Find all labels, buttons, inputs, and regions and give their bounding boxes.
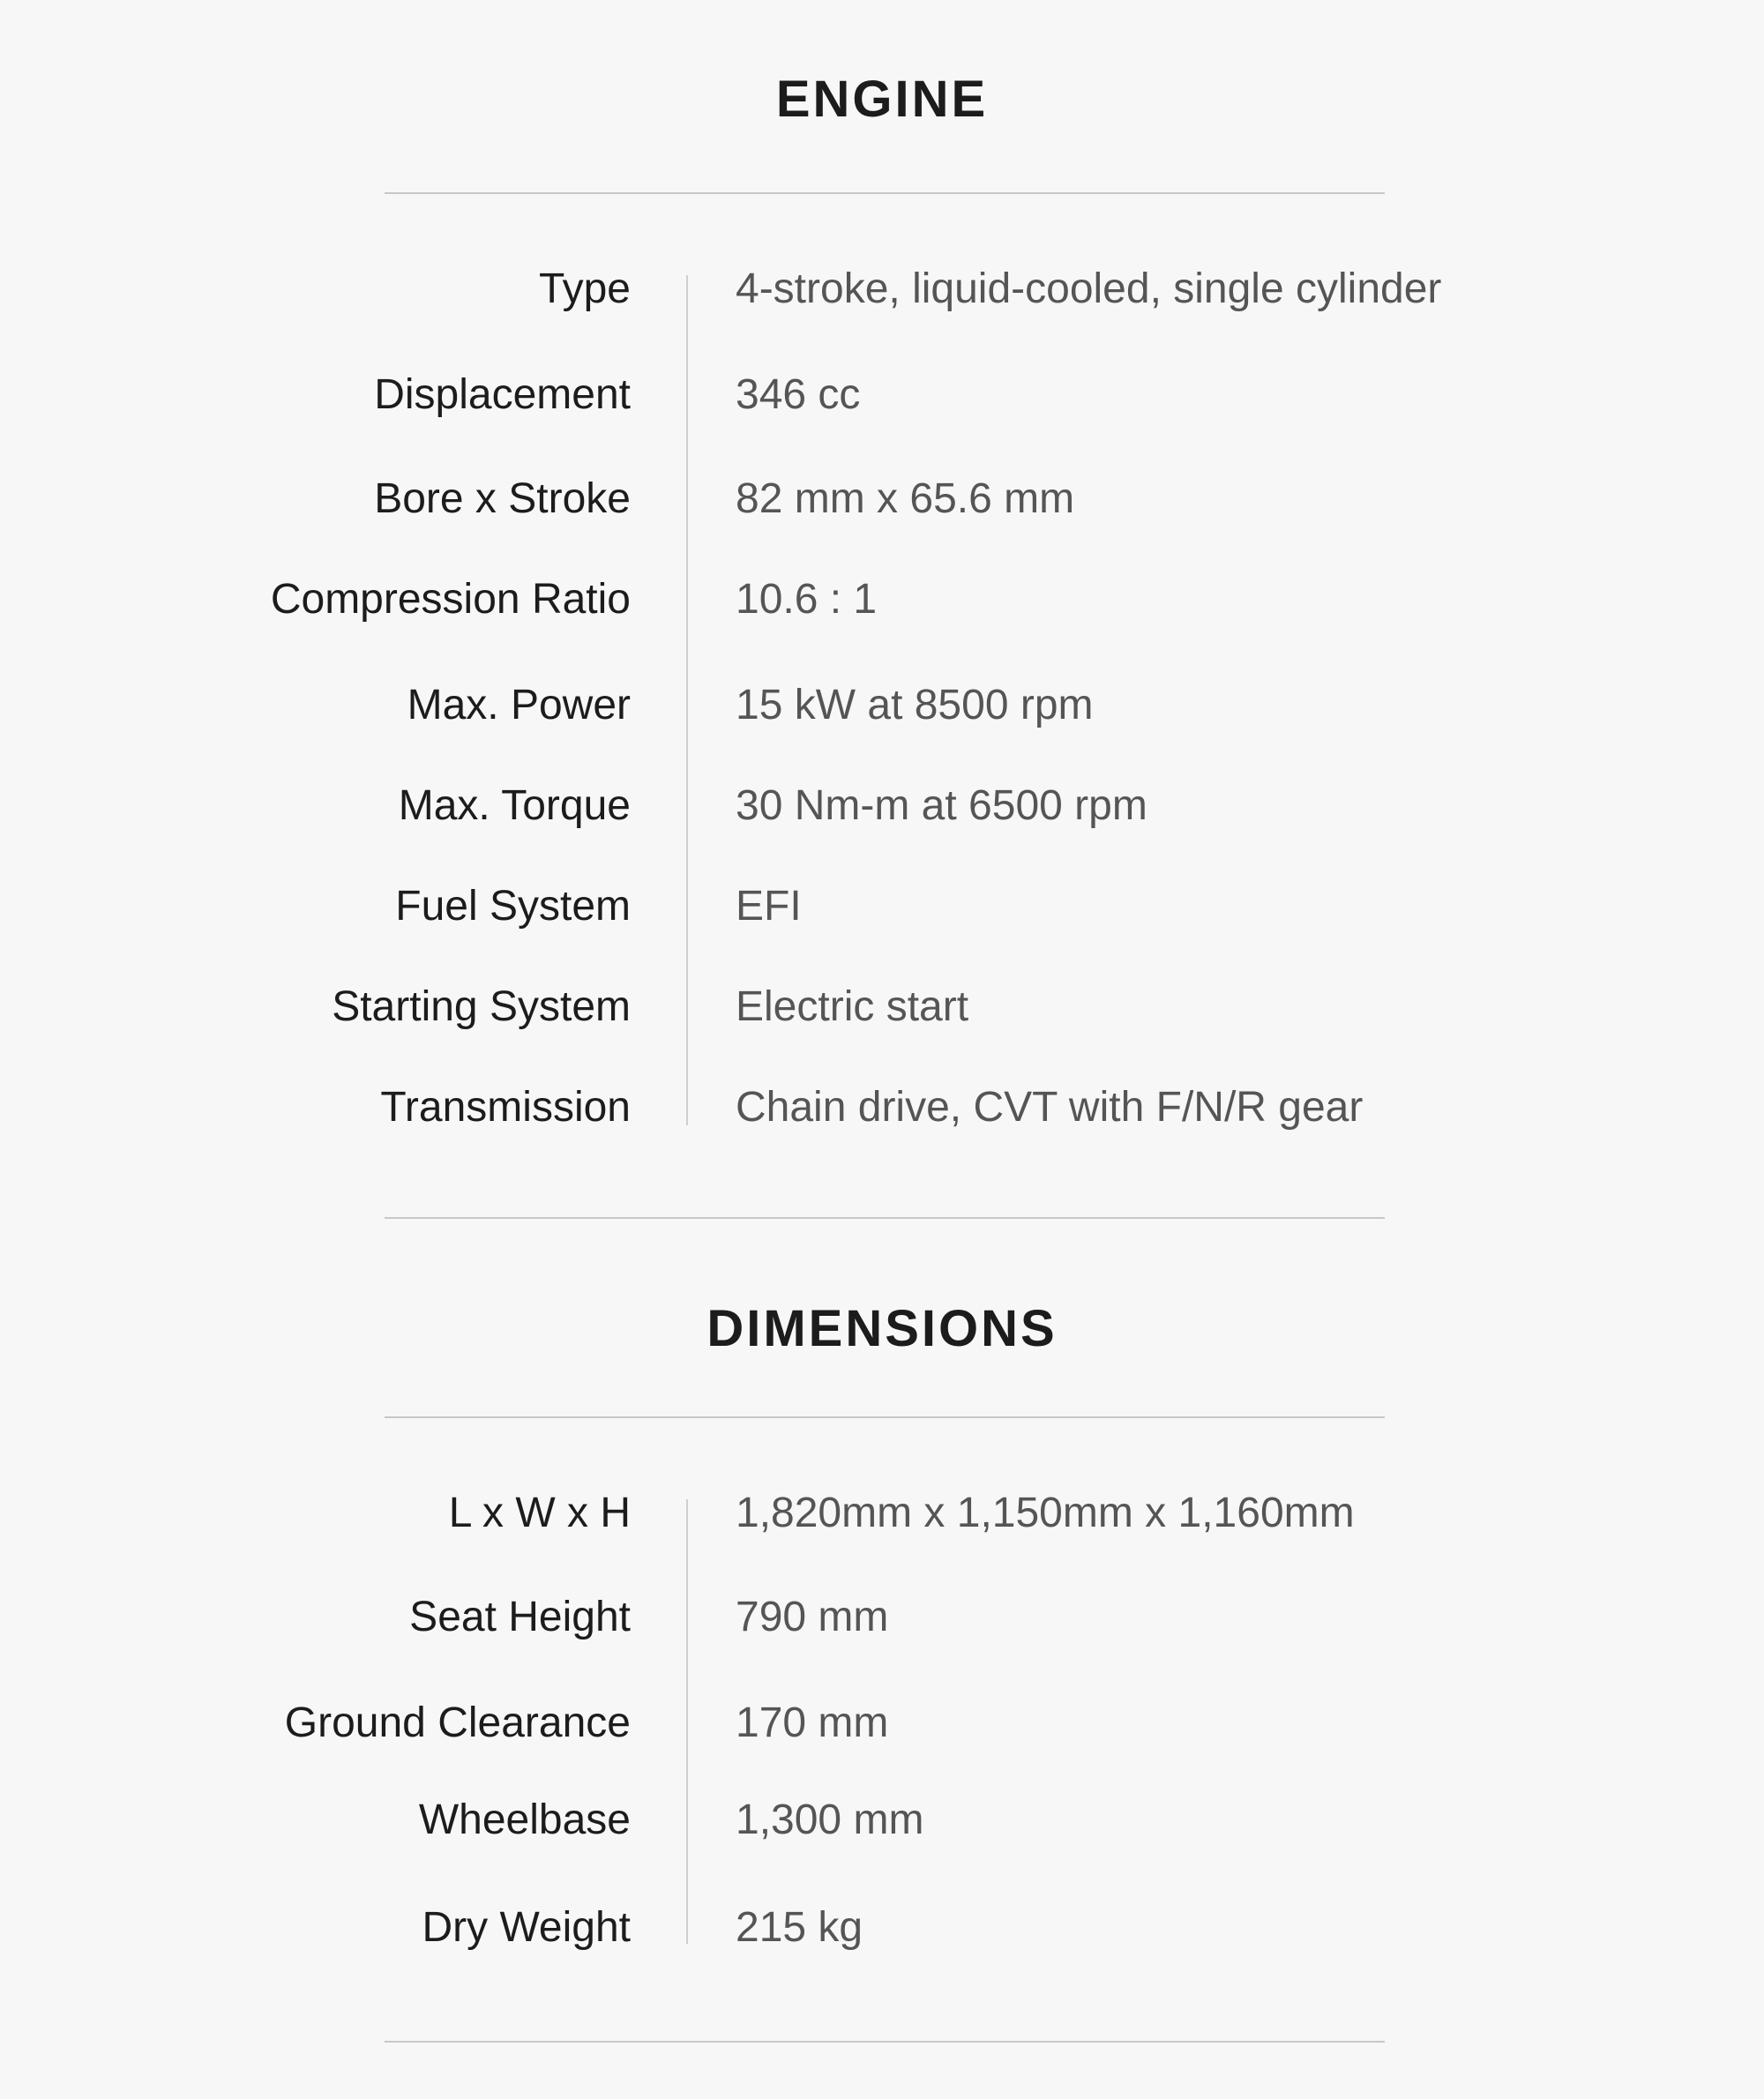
spec-value: 4-stroke, liquid-cooled, single cylinder — [736, 265, 1442, 312]
dimensions-bottom-rule — [385, 2041, 1385, 2043]
spec-row-max-torque — [0, 780, 1764, 833]
dimensions-top-rule — [385, 1416, 1385, 1418]
spec-label: Fuel System — [395, 883, 631, 930]
spec-row-displacement — [0, 369, 1764, 422]
spec-row-ground-clearance — [0, 1697, 1764, 1750]
spec-value: 215 kg — [736, 1904, 863, 1951]
spec-row-wheelbase — [0, 1794, 1764, 1847]
spec-label: Max. Torque — [398, 782, 631, 829]
spec-row-starting-system — [0, 981, 1764, 1034]
spec-value: Electric start — [736, 983, 969, 1030]
spec-label: Seat Height — [409, 1594, 631, 1640]
spec-value: 30 Nm-m at 6500 rpm — [736, 782, 1147, 829]
spec-row-lwh — [0, 1487, 1764, 1540]
spec-label: Max. Power — [407, 682, 631, 728]
spec-label: Type — [538, 265, 631, 312]
dimensions-section-title: DIMENSIONS — [706, 1300, 1058, 1357]
engine-bottom-rule — [385, 1217, 1385, 1219]
spec-value: 170 mm — [736, 1699, 889, 1746]
spec-value: 346 cc — [736, 371, 861, 418]
spec-row-transmission — [0, 1081, 1764, 1134]
spec-row-dry-weight — [0, 1901, 1764, 1954]
spec-label: Ground Clearance — [284, 1699, 631, 1746]
spec-row-seat-height — [0, 1591, 1764, 1644]
spec-row-type — [0, 263, 1764, 316]
spec-row-bore-stroke — [0, 473, 1764, 526]
spec-label: Compression Ratio — [270, 576, 631, 623]
spec-value: 15 kW at 8500 rpm — [736, 682, 1094, 728]
spec-value: Chain drive, CVT with F/N/R gear — [736, 1084, 1364, 1131]
spec-label: Bore x Stroke — [374, 475, 631, 522]
spec-row-max-power — [0, 679, 1764, 732]
spec-label: Displacement — [374, 371, 631, 418]
spec-value: EFI — [736, 883, 802, 930]
spec-value: 10.6 : 1 — [736, 576, 878, 623]
spec-label: Starting System — [332, 983, 631, 1030]
engine-top-rule — [385, 192, 1385, 194]
spec-value: 1,820mm x 1,150mm x 1,160mm — [736, 1490, 1355, 1536]
spec-row-compression-ratio — [0, 573, 1764, 626]
spec-label: L x W x H — [448, 1490, 631, 1536]
spec-label: Dry Weight — [422, 1904, 631, 1951]
engine-section-title: ENGINE — [775, 71, 989, 128]
spec-row-fuel-system — [0, 880, 1764, 933]
spec-label: Wheelbase — [418, 1796, 631, 1843]
spec-value: 790 mm — [736, 1594, 889, 1640]
spec-value: 82 mm x 65.6 mm — [736, 475, 1075, 522]
spec-value: 1,300 mm — [736, 1796, 924, 1843]
spec-label: Transmission — [380, 1084, 631, 1131]
